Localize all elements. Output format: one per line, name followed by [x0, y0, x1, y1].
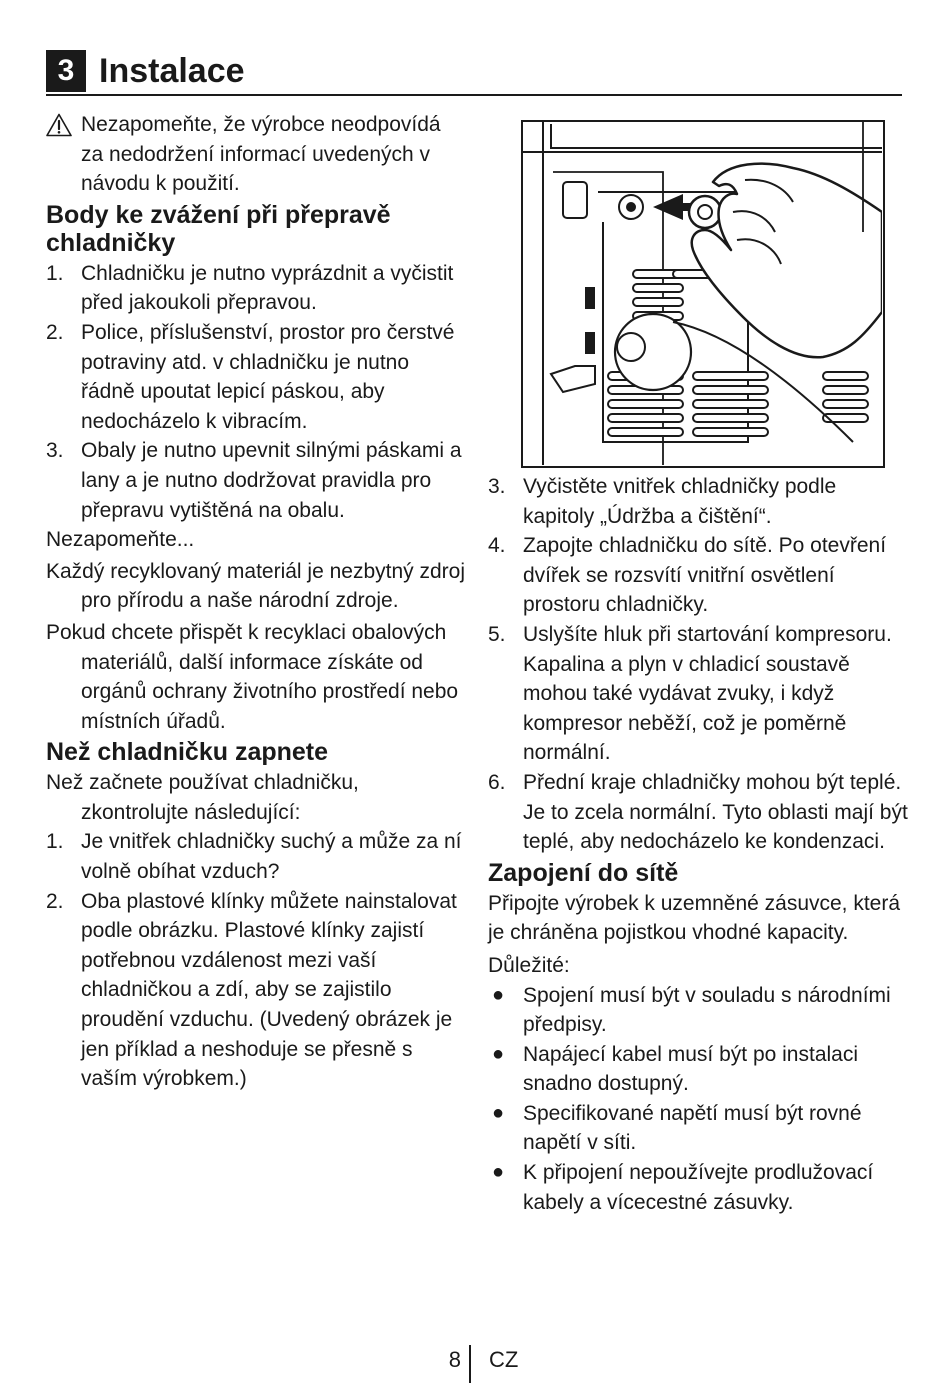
list-item-number: 1. — [46, 261, 64, 285]
remember-text: Nezapomeňte... — [46, 528, 195, 552]
installation-illustration — [521, 120, 885, 468]
list-item-number: 2. — [46, 320, 64, 344]
list-item — [488, 531, 908, 620]
power-intro: Připojte výrobek k uzemněné zásuvce, která je chráněna pojistkou vhodné kapacity. — [488, 891, 901, 945]
power-bullet-list — [488, 981, 908, 1218]
list-item-text: Police, příslušenství, prostor pro čerstvé potraviny atd. v chladničku je nutno řádně upoutat lepicí páskou, aby nedocházelo k vibracím. — [81, 320, 455, 433]
list-item — [46, 827, 466, 886]
language-code: CZ — [489, 1347, 519, 1372]
transport-list — [46, 259, 466, 525]
bullet-text: K připojení nepoužívejte prodlužovací kabely a vícecestné zásuvky. — [523, 1161, 874, 1214]
startup-list — [488, 472, 908, 857]
before-intro: Než začnete používat chladničku, zkontrolujte následující: — [46, 771, 359, 824]
bullet-item — [488, 1158, 908, 1217]
list-item-number: 4. — [488, 534, 506, 558]
list-item-number: 3. — [46, 439, 64, 463]
spacer-wedge-illustration — [523, 122, 882, 465]
bullet-text: Specifikované napětí musí být rovné napětí v síti. — [523, 1101, 862, 1155]
list-item — [46, 318, 466, 436]
bullet-icon: ● — [492, 1042, 505, 1065]
section-number: 3 — [46, 50, 86, 92]
list-item-number: 6. — [488, 770, 506, 794]
left-column — [46, 110, 466, 1094]
list-item — [488, 472, 908, 531]
bullet-item — [488, 981, 908, 1040]
list-item-number: 3. — [488, 475, 506, 498]
list-item-text: Oba plastové klínky můžete nainstalovat podle obrázku. Plastové klínky zajistí potřebnou vzdálenost mezi vaší chladničkou a zdí, aby se zajistilo proudění vzduchu. (Uvedený obrázek je jen příklad a neshoduje se přesně s vaším výrobkem.) — [81, 889, 457, 1091]
list-item-text: Zapojte chladničku do sítě. Po otevření dvířek se rozsvítí vnitřní osvětlení prostoru chladničky. — [523, 534, 887, 617]
page-footer — [0, 1345, 950, 1385]
power-heading: Zapojení do sítě — [488, 858, 679, 887]
bullet-text: Napájecí kabel musí být po instalaci snadno dostupný. — [523, 1042, 859, 1096]
list-item — [46, 887, 466, 1094]
right-column — [488, 472, 908, 1217]
warning-note — [46, 110, 466, 199]
list-item-text: Přední kraje chladničky mohou být teplé. Je to zcela normální. Tyto oblasti mají být teplé, aby nedocházelo ke kondenzaci. — [523, 770, 908, 854]
bullet-item — [488, 1099, 908, 1158]
page-number: 8 — [448, 1347, 461, 1372]
list-item — [46, 259, 466, 318]
list-item-number: 5. — [488, 622, 506, 646]
list-item — [488, 768, 908, 857]
list-item-text: Vyčistěte vnitřek chladničky podle kapitoly „Údržba a čištění“. — [523, 475, 837, 528]
important-label: Důležité: — [488, 953, 570, 977]
before-heading: Než chladničku zapnete — [46, 738, 329, 767]
footer-divider — [469, 1345, 471, 1383]
section-header — [46, 48, 902, 96]
warning-triangle-icon — [46, 113, 72, 137]
bullet-icon: ● — [492, 1101, 505, 1124]
list-item-text: Je vnitřek chladničky suchý a může za ní volně obíhat vzduch? — [81, 830, 462, 884]
list-item — [46, 436, 466, 525]
bullet-item — [488, 1040, 908, 1099]
bullet-text: Spojení musí být v souladu s národními předpisy. — [523, 983, 891, 1037]
recycle-paragraph-1: Každý recyklovaný materiál je nezbytný zdroj pro přírodu a naše národní zdroje. — [46, 559, 466, 613]
list-item-text: Uslyšíte hluk při startování kompresoru. Kapalina a plyn v chladicí soustavě mohou také vydávat zvuky, i když kompresor neběží, což je poměrně normální. — [523, 622, 892, 765]
list-item-number: 2. — [46, 889, 64, 913]
bullet-icon: ● — [492, 983, 505, 1006]
list-item-number: 1. — [46, 830, 64, 854]
warning-text: Nezapomeňte, že výrobce neodpovídá za nedodržení informací uvedených v návodu k použití. — [81, 113, 441, 196]
list-item-text: Chladničku je nutno vyprázdnit a vyčistit před jakoukoli přepravou. — [81, 261, 454, 315]
transport-heading: Body ke zvážení při přepravě chladničky — [46, 200, 391, 257]
list-item-text: Obaly je nutno upevnit silnými páskami a lany a je nutno dodržovat pravidla pro přepravu vytištěná na obalu. — [81, 439, 462, 522]
list-item — [488, 620, 908, 768]
bullet-icon: ● — [492, 1161, 505, 1184]
before-list — [46, 827, 466, 1093]
section-title: Instalace — [99, 52, 245, 90]
recycle-paragraph-2: Pokud chcete přispět k recyklaci obalových materiálů, další informace získáte od orgánů ochrany životního prostředí nebo místních úřadů. — [46, 620, 459, 733]
